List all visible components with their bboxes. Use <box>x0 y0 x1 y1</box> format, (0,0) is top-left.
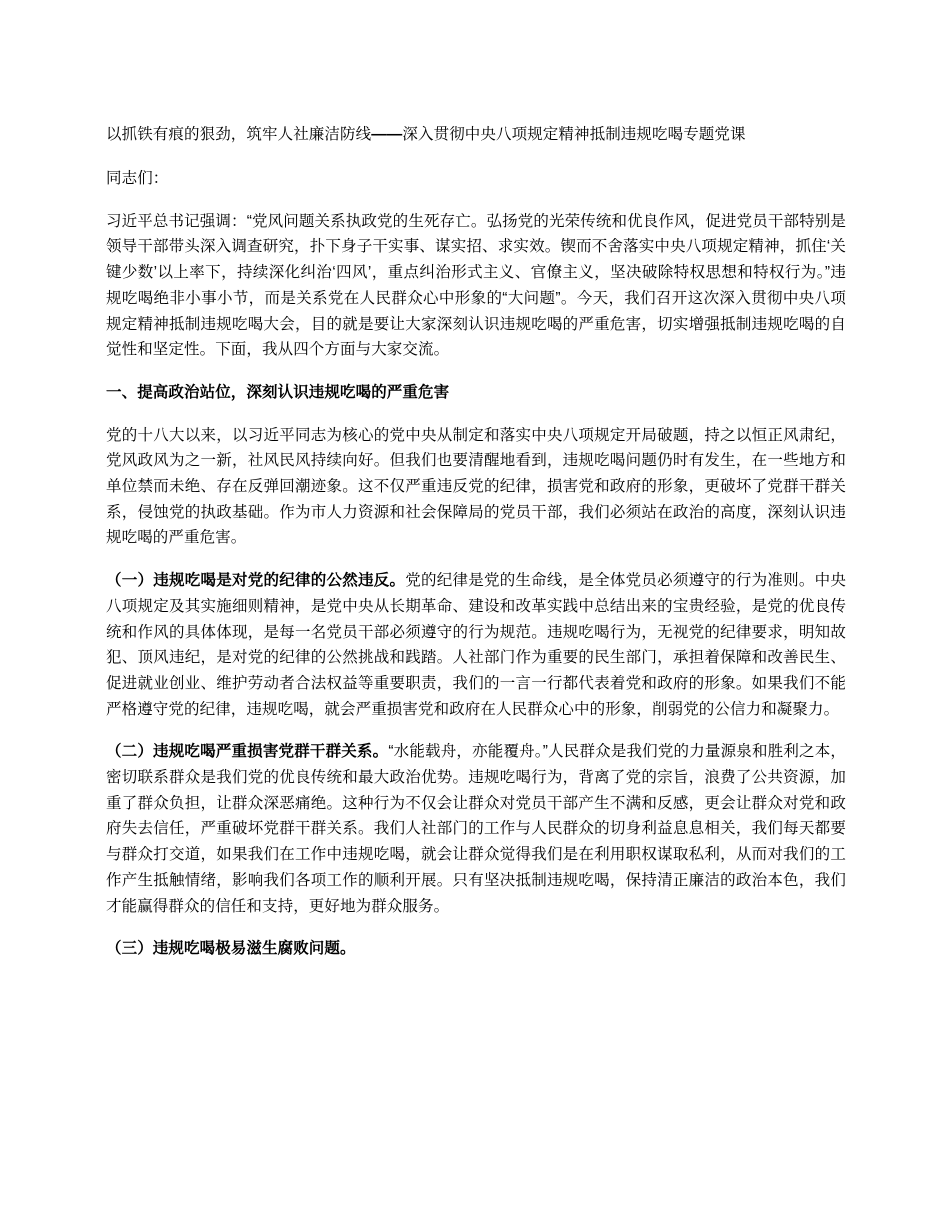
item-one-body: 党的纪律是党的生命线，是全体党员必须遵守的行为准则。中央八项规定及其实施细则精神，是党中央从长期革命、建设和改革实践中总结出来的宝贵经验，是党的优良传统和作风的具体体现，是每一名党员干部必须遵守的行为规范。违规吃喝行为，无视党的纪律要求，明知故犯、顶风违纪，是对党的纪律的公然挑战和践踏。人社部门作为重要的民生部门，承担着保障和改善民生、促进就业创业、维护劳动者合法权益等重要职责，我们的一言一行都代表着党和政府的形象。如果我们不能严格遵守党的纪律，违规吃喝，就会严重损害党和政府在人民群众心中的形象，削弱党的公信力和凝聚力。 <box>106 572 846 718</box>
item-one-paragraph <box>106 568 846 722</box>
item-three-paragraph <box>106 936 846 962</box>
item-three-lead: （三）违规吃喝极易滋生腐败问题。 <box>106 940 356 958</box>
item-two-paragraph <box>106 739 846 919</box>
document-title <box>106 122 846 148</box>
section-one-body: 党的十八大以来，以习近平同志为核心的党中央从制定和落实中央八项规定开局破题，持之以恒正风肃纪，党风政风为之一新，社风民风持续向好。但我们也要清醒地看到，违规吃喝问题仍时有发生，在一些地方和单位禁而未绝、存在反弹回潮迹象。这不仅严重违反党的纪律，损害党和政府的形象，更破坏了党群干群关系，侵蚀党的执政基础。作为市人力资源和社会保障局的党员干部，我们必须站在政治的高度，深刻认识违规吃喝的严重危害。 <box>106 426 846 547</box>
salutation: 同志们： <box>106 170 169 187</box>
title-em-dash: —— <box>371 126 403 143</box>
item-one-lead: （一）违规吃喝是对党的纪律的公然违反。 <box>106 572 406 590</box>
title-part-two: 深入贯彻中央八项规定精神抵制违规吃喝专题党课 <box>402 126 746 143</box>
intro-paragraph: 习近平总书记强调：“党风问题关系执政党的生死存亡。弘扬党的光荣传统和优良作风，促进党员干部特别是领导干部带头深入调查研究，扑下身子干实事、谋实招、求实效。锲而不舍落实中央八项规定精神，抓住‘关键少数’以上率下，持续深化纠治‘四风’，重点纠治形式主义、官僚主义，坚决破除特权思想和特权行为。”违规吃喝绝非小事小节，而是关系党在人民群众心中形象的“大问题”。今天，我们召开这次深入贯彻中央八项规定精神抵制违规吃喝大会，目的就是要让大家深刻认识违规吃喝的严重危害，切实增强抵制违规吃喝的自觉性和坚定性。下面，我从四个方面与大家交流。 <box>106 212 846 359</box>
section-one-heading: 一、提高政治站位，深刻认识违规吃喝的严重危害 <box>106 383 450 401</box>
title-part-one: 以抓铁有痕的狠劲，筑牢人社廉洁防线 <box>106 126 372 143</box>
item-two-body: “水能载舟，亦能覆舟。”人民群众是我们党的力量源泉和胜利之本，密切联系群众是我们党的优良传统和最大政治优势。违规吃喝行为，背离了党的宗旨，浪费了公共资源，加重了群众负担，让群众深恶痛绝。这种行为不仅会让群众对党员干部产生不满和反感，更会让群众对党和政府失去信任，严重破坏党群干群关系。我们人社部门的工作与人民群众的切身利益息息相关，我们每天都要与群众打交道，如果我们在工作中违规吃喝，就会让群众觉得我们是在利用职权谋取私利，从而对我们的工作产生抵触情绪，影响我们各项工作的顺利开展。只有坚决抵制违规吃喝，保持清正廉洁的政治本色，我们才能赢得群众的信任和支持，更好地为群众服务。 <box>106 743 846 915</box>
document-body <box>106 122 846 979</box>
item-two-lead: （二）违规吃喝严重损害党群干群关系。 <box>106 743 389 761</box>
